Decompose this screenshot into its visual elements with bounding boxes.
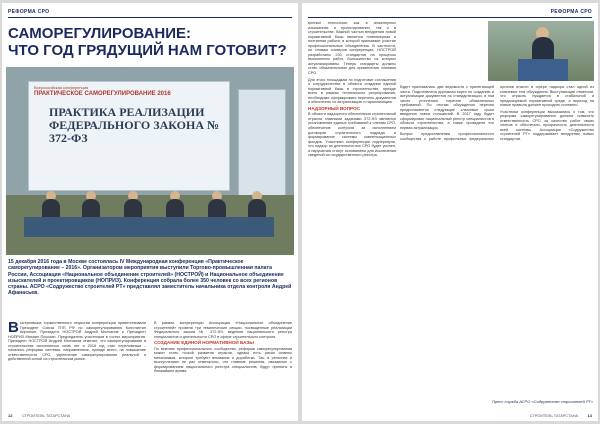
text-column-2 — [154, 321, 292, 413]
magazine-footer: СТРОИТЕЛЬ ТАТАРСТАНА — [529, 414, 578, 418]
left-page — [2, 3, 298, 421]
headline-line-2: ЧТО ГОД ГРЯДУЩИЙ НАМ ГОТОВИТ? — [8, 42, 287, 59]
column-text: ыступившие торжественного открытия конференции приветствовали Президент Союза ТПП РФ по саморегулированию Константин Апряткин, Президент НОСТРОЙ Андрей Молчанов и Президент НОПРИЗ Михаил Посохин. Председатель участников в гостях мероприятия. Президент НОСТРОЙ Андрей Молчанов отметил, что саморегулирование в строительстве исполнилось семь лет и 2016 год стал переломным – начались реформы системы, направленные, прежде всего, на повышение ответственности СРО, укрепление саморегулирования реальной и действенной силой на строительном рынке. — [8, 321, 146, 362]
drop-cap: В — [8, 321, 19, 336]
banner-title: ПРАКТИКА РЕАЛИЗАЦИИ ФЕДЕРАЛЬНОГО ЗАКОНА № 372-ФЗ — [49, 105, 220, 145]
column-text: Участники конференции высказались о том, что реформа саморегулирования должна повысить ответственность СРО за качество работ своих членов и обеспечить прозрачность деятельности всей системы. Ассоциация «Содружество строителей РТ» поддерживает внедрение новых стандартов. — [500, 109, 594, 142]
text-columns-2-3 — [400, 85, 594, 395]
column-text: По мнению профессионального сообщества, реформа саморегулирования может стать точкой развития отрасли, однако есть риски отмены механизмов, которые требуют внимания и доработки. Так, в регионах и выступлениях не раз отмечалось, что главные решения, связанные с формированием национального реестра специалистов, будут приняты в ближайшее время. — [154, 346, 292, 374]
article-signature: Пресс-служба АСРО «Содружество строителей РТ» — [492, 399, 594, 404]
speaker-photo — [488, 21, 594, 81]
text-column-1 — [8, 321, 146, 413]
column-text: Вопрос предоставления профессионального сообщества к работе профильных федеральных органов власти в сфере надзора стал одной из ключевых тем обсуждения. Выступающие отметили, что отрасль нуждается в стабильной и предсказуемой нормативной среде, а переход на новые правила должен проходить поэтапно. — [400, 85, 594, 142]
section-subhead: НАДЗОРНЫЙ ВОПРОС — [308, 105, 360, 111]
page-number: 13 — [587, 413, 592, 418]
photo-caption: 15 декабря 2016 года в Москве состоялась IV Международная конференция «Практическое саморегулирование – 2016». Организатором мероприятия выступили Торгово-промышленная палата России, Ассоциация «Национальное объединение строителей» (НОСТРОЙ) и Национальное объединение изыскателей и проектировщиков (НОПРИЗ). Конференция собрала более 350 человек со всех регионов страны. АСРО «Содружество строителей РТ» представлял заместитель начальника отдела контроля Андрей Афанасьев. — [8, 259, 292, 297]
tribune — [518, 59, 568, 81]
conference-photo — [6, 67, 294, 255]
banner-small-text: Всероссийская конференция — [34, 85, 89, 90]
rubric-divider — [8, 17, 292, 18]
text-column-1 — [308, 21, 396, 397]
section-rubric: РЕФОРМА СРО — [550, 9, 592, 15]
section-subhead: СОЗДАНИЕ ЕДИНОЙ НОРМАТИВНОЙ БАЗЫ — [154, 340, 254, 346]
column-text: В области надзорного обеспечения строительной отрасли главными задачами 372-ФЗ являются установление единых требований к членам СРО, обеспечение контроля за исполнением договоров строительного подряда и формирование системы компенсационных фондов. Участники конференции подчеркнули, что надзор за деятельностью СРО будет усилен, а нарушения станут основанием для исключения сведений из государственного реестра. — [308, 112, 396, 158]
article-headline — [8, 25, 293, 59]
presidium-table — [24, 217, 274, 237]
rubric-divider — [308, 17, 592, 18]
section-rubric: РЕФОРМА СРО — [8, 9, 50, 15]
column-text: В рамках конференции Ассоциация «Национальное объединение строителей» провела три тематические секции, посвященные реализации Федерального закона № 372-ФЗ, ведению национального реестра специалистов и деятельности СРО в сфере строительного контроля. — [154, 321, 292, 339]
right-page — [302, 3, 598, 421]
column-text: Для этого площадкам по подготовке соглашения о сотрудничестве в области создания единой нормативной базы в строительстве, прежде всего в рамках технического регулирования, необходимо сформировать перечень документов и обеспечить их актуализацию и гармонизацию. — [308, 77, 396, 105]
column-text: ценные технологии как в инженерных изысканиях и проектировании, так и в строительстве. Важной частью внедрения новой нормативной базы является планомерная и поэтапная работа, в которой принимают участие профессиональные объединения. В частности, по словам спикеров конференции, НОСТРОЙ разработаны 230 стандартов на процессы выполнения работ, большинство из которых актуализированы. Теперь стандарты должны стать обязательными для применения членами СРО. — [308, 21, 396, 76]
column-text: Будет принималась две ведомости с прилегающей части. Подготовлена дорожная карта по созданию и актуализации документов по стандартизации, в том числе уточнению перечня обязательных требований. По итогам обсуждения перечня предполагаются следующие ключевые сроки введения новых положений. В 2017 году будет сформирован национальный реестр специалистов в области строительства, а также проведена его первая актуализация. — [400, 85, 494, 130]
headline-line-1: САМОРЕГУЛИРОВАНИЕ: — [8, 25, 192, 42]
conference-banner — [28, 81, 230, 191]
page-number: 12 — [8, 413, 13, 418]
magazine-footer: СТРОИТЕЛЬ ТАТАРСТАНА — [22, 414, 71, 418]
banner-conference-name: ПРАКТИЧЕСКОЕ САМОРЕГУЛИРОВАНИЕ 2016 — [34, 91, 171, 97]
roll-up-stand — [238, 89, 286, 201]
